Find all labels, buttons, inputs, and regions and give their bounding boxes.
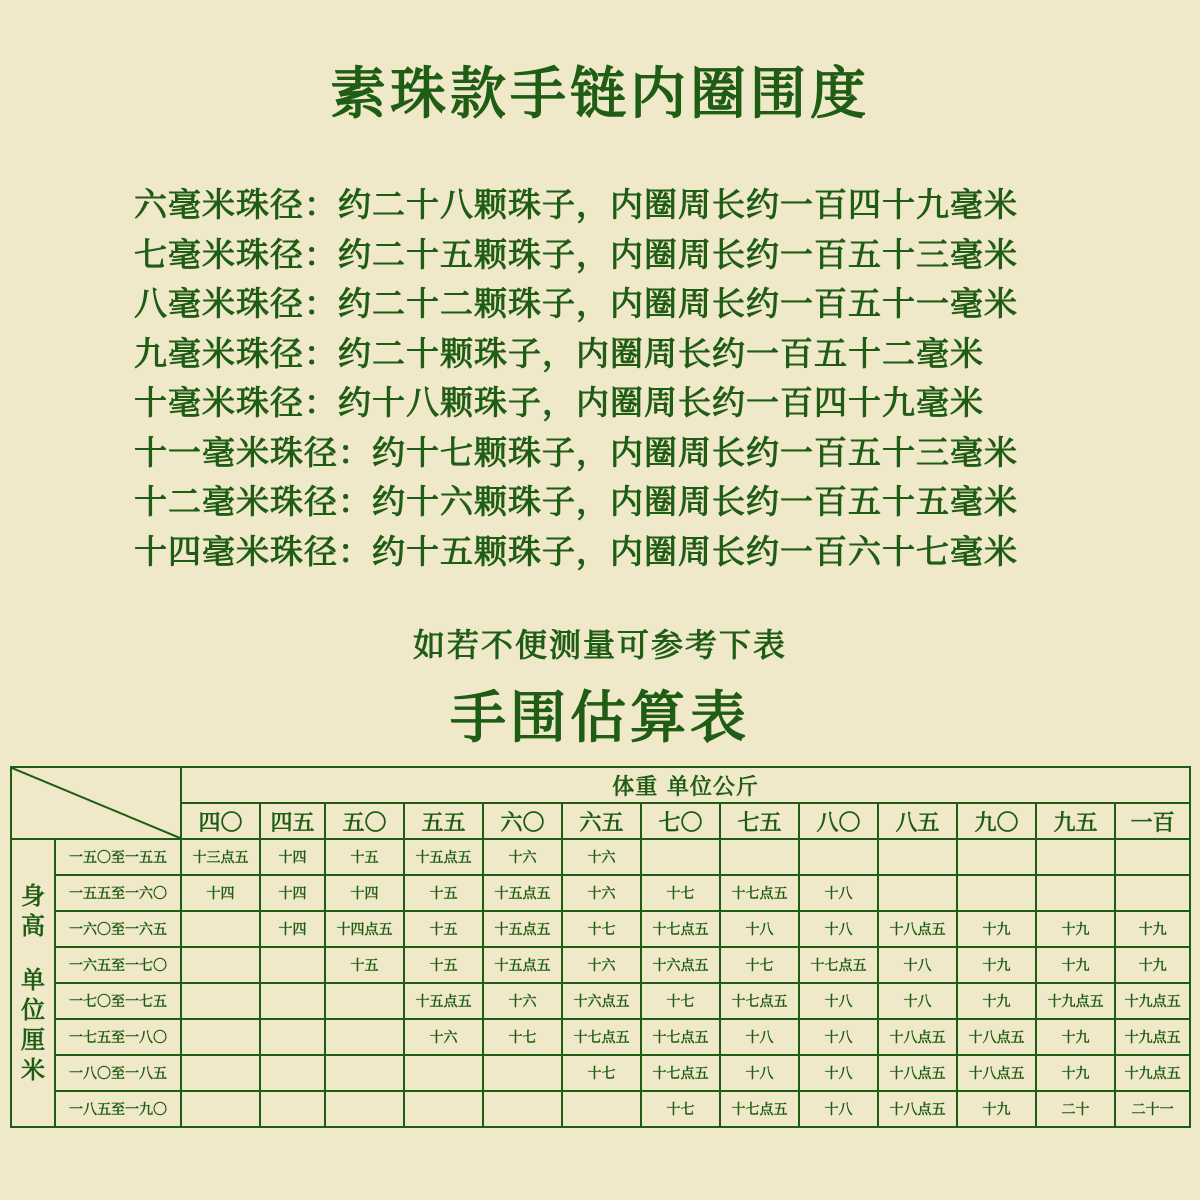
wrist-size-cell (1115, 875, 1190, 911)
wrist-size-cell: 十七点五 (799, 947, 878, 983)
wrist-size-cell (260, 1055, 325, 1091)
height-axis-char: 单 (21, 965, 45, 994)
bead-size-line: 九毫米珠径：约二十颗珠子，内圈周长约一百五十二毫米 (134, 333, 984, 373)
wrist-size-cell: 十四 (181, 875, 260, 911)
wrist-size-cell (260, 1019, 325, 1055)
wrist-size-cell (325, 983, 404, 1019)
wrist-size-cell (181, 983, 260, 1019)
wrist-size-cell: 十八 (799, 911, 878, 947)
bead-size-list (134, 180, 1134, 576)
wrist-size-cell (181, 947, 260, 983)
wrist-size-cell: 十九 (957, 1091, 1036, 1127)
table-row (11, 839, 1190, 875)
weight-header: 体重 单位公斤 (181, 767, 1190, 803)
height-range-cell: 一七五至一八〇 (55, 1019, 181, 1055)
wrist-size-cell (325, 1019, 404, 1055)
wrist-size-cell: 十七 (720, 947, 799, 983)
wrist-size-cell: 十七 (641, 1091, 720, 1127)
bead-size-line: 十一毫米珠径：约十七颗珠子，内圈周长约一百五十三毫米 (134, 432, 1018, 472)
wrist-size-cell: 十四点五 (325, 911, 404, 947)
weight-cell: 九〇 (957, 803, 1036, 839)
wrist-size-cell: 十六 (562, 947, 641, 983)
wrist-size-cell (1036, 839, 1115, 875)
wrist-size-cell: 十五 (404, 947, 483, 983)
wrist-size-cell: 十七 (562, 1055, 641, 1091)
wrist-size-cell: 十八点五 (878, 1091, 957, 1127)
wrist-size-cell: 十八 (720, 1055, 799, 1091)
wrist-size-cell: 十八 (720, 911, 799, 947)
wrist-size-cell (641, 839, 720, 875)
table-row (11, 1091, 1190, 1127)
wrist-size-cell: 十五点五 (404, 983, 483, 1019)
wrist-size-cell: 十四 (325, 875, 404, 911)
wrist-size-cell: 十三点五 (181, 839, 260, 875)
wrist-size-cell: 十八点五 (957, 1019, 1036, 1055)
wrist-size-cell (1115, 839, 1190, 875)
wrist-size-cell: 十五 (325, 947, 404, 983)
wrist-size-cell: 十六 (562, 875, 641, 911)
corner-cell (11, 767, 181, 839)
wrist-size-cell (181, 911, 260, 947)
height-range-cell: 一七〇至一七五 (55, 983, 181, 1019)
weight-cell: 四〇 (181, 803, 260, 839)
wrist-size-cell: 十九 (1036, 947, 1115, 983)
wrist-size-cell: 十五点五 (483, 911, 562, 947)
wrist-size-cell (260, 947, 325, 983)
wrist-size-cell: 十五 (325, 839, 404, 875)
weight-cell: 四五 (260, 803, 325, 839)
wrist-size-cell: 十五点五 (404, 839, 483, 875)
wrist-size-cell: 十四 (260, 911, 325, 947)
wrist-size-cell (799, 839, 878, 875)
wrist-size-cell: 十六 (404, 1019, 483, 1055)
wrist-size-cell: 十八点五 (878, 1019, 957, 1055)
wrist-size-cell: 十六点五 (641, 947, 720, 983)
wrist-size-cell: 十七点五 (720, 875, 799, 911)
wrist-size-cell: 十八 (799, 983, 878, 1019)
wrist-size-cell: 十九点五 (1115, 1019, 1190, 1055)
wrist-size-cell: 十五点五 (483, 875, 562, 911)
wrist-size-cell: 十八 (799, 875, 878, 911)
wrist-size-cell (181, 1055, 260, 1091)
wrist-size-cell: 十八点五 (957, 1055, 1036, 1091)
weight-cell: 七〇 (641, 803, 720, 839)
wrist-size-cell (957, 839, 1036, 875)
wrist-size-cell (260, 1091, 325, 1127)
height-axis-label (11, 839, 55, 1127)
height-axis-char: 厘 (21, 1025, 45, 1054)
table-row (11, 947, 1190, 983)
weight-cell: 五〇 (325, 803, 404, 839)
height-range-cell: 一六〇至一六五 (55, 911, 181, 947)
wrist-size-cell: 十八 (878, 983, 957, 1019)
weight-cell: 六五 (562, 803, 641, 839)
wrist-size-cell (957, 875, 1036, 911)
table-row (11, 983, 1190, 1019)
wrist-size-cell: 十五 (404, 875, 483, 911)
weight-cell: 六〇 (483, 803, 562, 839)
wrist-size-cell: 十九 (957, 947, 1036, 983)
height-range-cell: 一八五至一九〇 (55, 1091, 181, 1127)
wrist-size-cell: 二十一 (1115, 1091, 1190, 1127)
height-range-cell: 一五五至一六〇 (55, 875, 181, 911)
wrist-size-cell: 十九 (1115, 947, 1190, 983)
wrist-size-cell: 十九 (1036, 911, 1115, 947)
wrist-size-cell: 十八点五 (878, 1055, 957, 1091)
wrist-size-cell: 十七点五 (562, 1019, 641, 1055)
weight-cell: 五五 (404, 803, 483, 839)
height-axis-char: 身 (21, 881, 45, 910)
bead-size-line: 七毫米珠径：约二十五颗珠子，内圈周长约一百五十三毫米 (134, 234, 1018, 274)
height-axis-char: 位 (21, 995, 45, 1024)
wrist-size-cell (483, 1091, 562, 1127)
height-range-cell: 一八〇至一八五 (55, 1055, 181, 1091)
wrist-size-cell (720, 839, 799, 875)
wrist-size-cell: 十七点五 (641, 1055, 720, 1091)
wrist-size-cell: 十五点五 (483, 947, 562, 983)
wrist-size-cell: 十六 (483, 839, 562, 875)
bead-size-line: 十二毫米珠径：约十六颗珠子，内圈周长约一百五十五毫米 (134, 482, 1018, 521)
weight-cell: 九五 (1036, 803, 1115, 839)
wrist-size-table (10, 766, 1191, 1128)
weight-row (11, 803, 1190, 839)
wrist-size-cell: 十九 (957, 983, 1036, 1019)
wrist-size-cell: 十七点五 (641, 911, 720, 947)
wrist-size-cell: 十九 (1036, 1019, 1115, 1055)
wrist-size-cell: 十六 (562, 839, 641, 875)
bead-size-line: 六毫米珠径：约二十八颗珠子，内圈周长约一百四十九毫米 (134, 185, 1018, 224)
height-axis-char: 高 (21, 911, 45, 940)
height-axis-char: 米 (21, 1055, 45, 1084)
wrist-size-cell: 十四 (260, 839, 325, 875)
bead-size-line: 八毫米珠径：约二十二颗珠子，内圈周长约一百五十一毫米 (134, 284, 1018, 323)
wrist-size-cell: 十六点五 (562, 983, 641, 1019)
wrist-size-cell (404, 1091, 483, 1127)
wrist-size-cell: 十七 (641, 983, 720, 1019)
wrist-size-cell: 十四 (260, 875, 325, 911)
weight-cell: 七五 (720, 803, 799, 839)
weight-cell: 八〇 (799, 803, 878, 839)
wrist-size-cell: 十九点五 (1115, 983, 1190, 1019)
table-row (11, 1019, 1190, 1055)
wrist-size-cell: 十八 (799, 1019, 878, 1055)
wrist-size-cell: 十八 (878, 947, 957, 983)
wrist-size-cell (404, 1055, 483, 1091)
wrist-size-cell (1036, 875, 1115, 911)
bead-size-line: 十四毫米珠径：约十五颗珠子，内圈周长约一百六十七毫米 (134, 531, 1018, 571)
bead-size-line: 十毫米珠径：约十八颗珠子，内圈周长约一百四十九毫米 (134, 383, 984, 422)
height-range-cell: 一五〇至一五五 (55, 839, 181, 875)
weight-cell: 八五 (878, 803, 957, 839)
wrist-size-cell (325, 1091, 404, 1127)
wrist-size-cell: 十七 (641, 875, 720, 911)
wrist-size-cell: 十六 (483, 983, 562, 1019)
wrist-size-cell: 十七点五 (720, 1091, 799, 1127)
wrist-size-cell: 十八 (720, 1019, 799, 1055)
wrist-size-cell: 十七点五 (720, 983, 799, 1019)
wrist-size-cell (325, 1055, 404, 1091)
wrist-size-cell: 十七点五 (641, 1019, 720, 1055)
table-row (11, 911, 1190, 947)
wrist-size-cell: 十八点五 (878, 911, 957, 947)
wrist-size-cell: 十九点五 (1036, 983, 1115, 1019)
wrist-size-cell: 二十 (1036, 1091, 1115, 1127)
wrist-size-cell: 十五 (404, 911, 483, 947)
table-title: 手围估算表 (450, 685, 750, 751)
wrist-size-cell: 十九 (1036, 1055, 1115, 1091)
wrist-size-cell: 十九 (1115, 911, 1190, 947)
table-row (11, 875, 1190, 911)
wrist-size-cell (260, 983, 325, 1019)
hint-text: 如若不便测量可参考下表 (412, 626, 787, 664)
wrist-size-cell (878, 839, 957, 875)
page-title: 素珠款手链内圈围度 (330, 61, 870, 127)
wrist-size-cell: 十八 (799, 1055, 878, 1091)
wrist-size-cell (562, 1091, 641, 1127)
table-row (11, 1055, 1190, 1091)
wrist-size-cell: 十七 (483, 1019, 562, 1055)
diagonal-line (12, 768, 180, 838)
wrist-size-cell: 十八 (799, 1091, 878, 1127)
wrist-size-cell (181, 1091, 260, 1127)
wrist-size-cell: 十九点五 (1115, 1055, 1190, 1091)
wrist-size-cell: 十七 (562, 911, 641, 947)
weight-cell: 一百 (1115, 803, 1190, 839)
wrist-size-cell (878, 875, 957, 911)
wrist-size-cell (181, 1019, 260, 1055)
wrist-size-cell: 十九 (957, 911, 1036, 947)
wrist-size-cell (483, 1055, 562, 1091)
height-range-cell: 一六五至一七〇 (55, 947, 181, 983)
